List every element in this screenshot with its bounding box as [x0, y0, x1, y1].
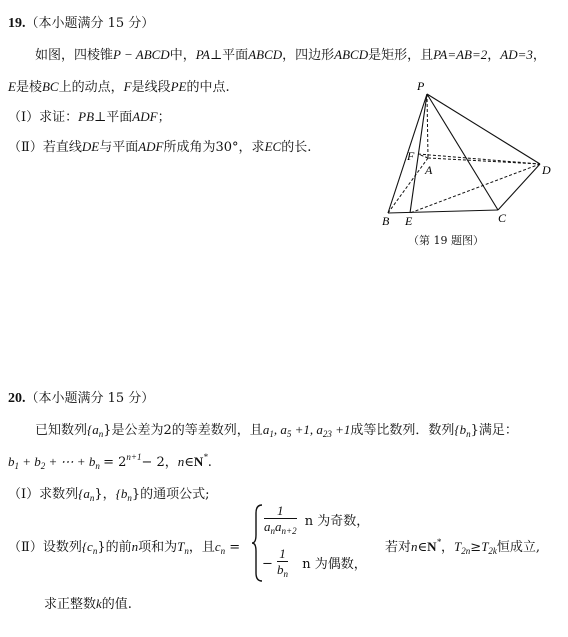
q20-two: 2	[163, 423, 172, 438]
edge-ab	[388, 158, 428, 213]
q20-terms: $a_1$, $a_5 +1$, $a_{23} +1$	[262, 422, 351, 439]
q20-text: }	[470, 423, 479, 438]
q20-sub: n	[466, 429, 471, 439]
edge-fd	[418, 154, 540, 164]
perp-symbol: ⊥	[209, 48, 223, 63]
edge-bc	[388, 210, 498, 213]
q19-part1-text: 平面	[106, 110, 133, 125]
naturals-symbol: N	[193, 454, 204, 469]
case-even-fraction: $\frac{1}{b_n}$	[277, 546, 289, 579]
q19-e: E	[8, 79, 16, 94]
label-f: F	[407, 149, 415, 163]
label-e: E	[405, 214, 413, 226]
q19-pe: PE	[170, 79, 187, 94]
q20-text: 满足：	[478, 423, 518, 438]
q20-line1	[35, 419, 518, 439]
q19-abcd: ABCD	[334, 47, 369, 62]
q20-text: .	[207, 455, 212, 470]
q20-text: 的等差数列，且	[171, 423, 263, 438]
label-a: A	[425, 163, 433, 177]
q20-text: 项和为	[138, 540, 178, 555]
q19-intro-text: 如图，四棱锥	[35, 48, 114, 63]
q20-t2n: T	[454, 539, 462, 554]
case-even	[262, 546, 367, 582]
q20-text: − 2，	[141, 455, 178, 470]
q19-part2-text: 所成角为	[163, 140, 216, 155]
q19-f: F	[123, 79, 132, 94]
q19-part2-text: 的长.	[281, 140, 312, 155]
edge-pc	[427, 94, 498, 210]
q19-angle: 30°	[215, 140, 239, 155]
q19-ec: EC	[264, 139, 282, 154]
q19-de: DE	[81, 139, 100, 154]
q19-header	[8, 12, 154, 32]
q19-score: （本小题满分 15 分）	[25, 16, 155, 31]
q20-t2k: T	[481, 539, 489, 554]
q20-bn: {b	[454, 422, 467, 437]
q19-part2-text: ，求	[238, 140, 265, 155]
q20-n: n	[411, 539, 418, 554]
q20-part2: （Ⅱ）设数列$\{c_n\}$的前n项和为$T_n$，且$c_n$ =	[8, 539, 241, 556]
q19-intro-text: ，	[487, 48, 501, 63]
perp-symbol: ⊥	[94, 110, 107, 125]
q20-bn: {b	[115, 486, 128, 501]
q19-line2-text: 是棱	[15, 80, 42, 95]
q20-rhs: = 2	[103, 455, 127, 470]
q20-text: 的值.	[101, 597, 132, 612]
minus-sign: −	[262, 556, 273, 572]
q19-intro-text: 中，	[169, 48, 196, 63]
case-odd	[264, 503, 369, 539]
q19-adf: ADF	[132, 109, 158, 124]
label-p: P	[417, 79, 425, 93]
case-even-condition: n 为偶数，	[302, 556, 367, 572]
q19-part1	[8, 106, 171, 125]
q20-text: 求正整数	[44, 597, 97, 612]
q19-intro-text: 平面	[222, 48, 249, 63]
q19-part1-text: ；	[157, 110, 171, 125]
q19-pyramid: P − ABCD	[113, 47, 170, 62]
q20-n: n	[131, 539, 139, 554]
case-odd-fraction: $\frac{1}{a_na_{n+2}}$	[264, 503, 297, 536]
case-odd-condition: n 为奇数，	[304, 513, 370, 529]
q20-score: （本小题满分 15 分）	[25, 391, 155, 406]
q20-cn: {c	[81, 539, 93, 554]
q19-part2	[8, 136, 311, 155]
q20-sub: n	[98, 429, 104, 439]
q20-star: *	[436, 537, 442, 547]
edge-pa	[427, 94, 428, 158]
q20-text: 若对	[385, 540, 412, 555]
q20-text: ，	[102, 487, 116, 502]
q20-an: {a	[78, 486, 90, 501]
q19-line2-text: 是线段	[131, 80, 171, 95]
q19-part2-text: 与平面	[99, 140, 139, 155]
label-c: C	[498, 211, 507, 225]
q20-sum: $b_1 + b_2$ + ⋯ + $b_n$	[8, 454, 100, 471]
q20-final	[44, 593, 132, 612]
q19-intro-text: 是矩形，且	[368, 48, 434, 63]
in-symbol: ∈	[184, 455, 194, 470]
q20-part2-label: （Ⅱ）设数列	[8, 540, 82, 555]
ge-symbol: ≥	[470, 540, 482, 555]
in-symbol: ∈	[417, 540, 428, 555]
q19-part2-label: （Ⅱ）若直线	[8, 140, 82, 155]
q20-text: 恒成立,	[496, 540, 541, 555]
q20-part2-condition: 若对n∈N*，$T_{2n}\ge T_{2k}$恒成立,	[385, 537, 541, 556]
q20-tn: T	[177, 539, 185, 554]
q20-header	[8, 387, 154, 407]
label-d: D	[542, 163, 551, 177]
q20-k: k	[96, 596, 102, 611]
q19-line2	[8, 76, 230, 95]
q20-text: 的前	[105, 540, 132, 555]
q19-abcd: ABCD	[248, 47, 283, 62]
q20-n: n	[177, 454, 185, 469]
q19-eq1: PA=AB=2	[433, 47, 488, 62]
q20-text: 是公差为	[111, 423, 164, 438]
q20-part1: （Ⅰ）求数列$\{a_n\}$，$\{b_n\}$的通项公式;	[8, 486, 210, 503]
q19-intro	[35, 44, 546, 63]
q20-part1-label: （Ⅰ）求数列	[8, 487, 79, 502]
q20-number: 20.	[8, 391, 26, 406]
edge-pd	[427, 94, 540, 164]
q20-c: c	[214, 539, 221, 554]
q19-part1-label: （Ⅰ）求证：	[8, 110, 79, 125]
q20-line2	[8, 451, 212, 471]
q20-exp: n+1	[126, 452, 142, 462]
q20-text: 的通项公式;	[140, 487, 210, 502]
q19-pb: PB	[78, 109, 95, 124]
q19-figure-caption: （第 19 题图）	[408, 234, 484, 247]
q20-text: ，	[441, 540, 455, 555]
q20-star: *	[203, 452, 208, 462]
naturals-symbol: N	[427, 539, 437, 554]
q19-intro-text: ，四边形	[282, 48, 335, 63]
q19-pyramid-figure	[370, 76, 560, 226]
q19-eq2: AD=3	[500, 47, 533, 62]
q19-intro-text: ，	[532, 48, 546, 63]
q20-an: {a	[87, 422, 99, 437]
q20-text: 成等比数列．数列	[350, 423, 455, 438]
q20-text: ，且	[188, 540, 215, 555]
q19-line2-text: 上的动点，	[58, 80, 124, 95]
q19-line2-text: 的中点.	[186, 80, 230, 95]
q19-number: 19.	[8, 16, 26, 31]
q20-text: 已知数列	[35, 423, 88, 438]
q19-adf: ADF	[138, 139, 164, 154]
edge-cd	[498, 164, 540, 210]
q19-bc: BC	[41, 79, 59, 94]
q20-text: }	[103, 423, 112, 438]
q19-pa: PA	[195, 47, 210, 62]
label-b: B	[382, 214, 390, 226]
